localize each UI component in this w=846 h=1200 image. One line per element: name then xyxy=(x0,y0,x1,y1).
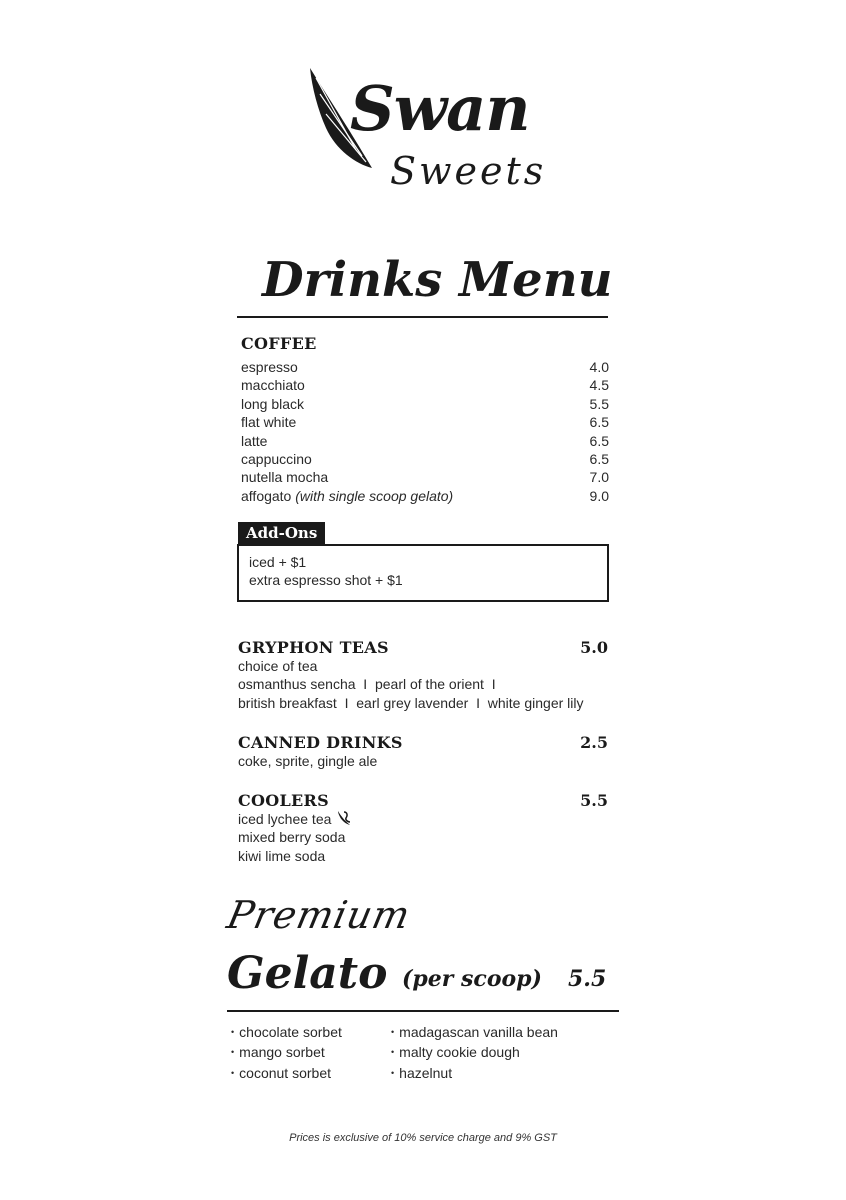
teas-line: choice of tea xyxy=(238,658,318,674)
swan-icon xyxy=(337,810,351,826)
brand-tagline: Sweets xyxy=(390,149,547,193)
coffee-item-name: affogato xyxy=(241,487,296,504)
coffee-item xyxy=(241,358,609,376)
coolers-line: mixed berry soda xyxy=(238,829,346,846)
coffee-item-price: 4.0 xyxy=(589,359,609,375)
canned-description xyxy=(238,752,377,770)
flavor-item: • hazelnut xyxy=(391,1064,558,1084)
canned-heading: CANNED DRINKS xyxy=(238,733,403,752)
coffee-item xyxy=(241,395,609,413)
addon-item: iced + $1 xyxy=(249,554,307,570)
flavor-item: • chocolate sorbet xyxy=(231,1023,342,1043)
coolers-line xyxy=(238,810,351,828)
coffee-list xyxy=(241,358,609,505)
addons-box xyxy=(237,544,609,602)
canned-line: coke, sprite, gingle ale xyxy=(238,753,378,769)
title-divider xyxy=(237,316,608,318)
coffee-item-price: 9.0 xyxy=(589,487,609,504)
coffee-item-price: 7.0 xyxy=(589,469,609,486)
gelato-note: (per scoop) xyxy=(402,966,542,992)
addons-label: Add-Ons xyxy=(238,522,325,544)
coffee-item-name: cappuccino xyxy=(241,450,312,467)
coffee-item-name: latte xyxy=(241,432,268,449)
teas-description xyxy=(238,657,584,712)
coolers-item-name: iced lychee tea xyxy=(238,811,332,827)
canned-price: 2.5 xyxy=(580,733,608,752)
gelato-title: Gelato xyxy=(227,948,388,999)
coolers-description xyxy=(238,810,351,865)
coolers-heading: COOLERS xyxy=(238,791,330,810)
coffee-item xyxy=(241,487,609,505)
coffee-heading: COFFEE xyxy=(241,334,317,353)
teas-price: 5.0 xyxy=(580,638,608,657)
coffee-item xyxy=(241,468,609,486)
flavor-item: • mango sorbet xyxy=(231,1043,342,1063)
page-title: Drinks Menu xyxy=(262,252,613,308)
gelato-price: 5.5 xyxy=(568,966,607,992)
coffee-item xyxy=(241,432,609,450)
flavor-item: • madagascan vanilla bean xyxy=(391,1023,558,1043)
coffee-item-name: long black xyxy=(241,395,305,412)
coffee-item-price: 6.5 xyxy=(589,432,609,449)
footer-note: Prices is exclusive of 10% service charge and 9% GST xyxy=(289,1132,557,1144)
coffee-item-price: 6.5 xyxy=(589,414,609,431)
coffee-item-note: (with single scoop gelato) xyxy=(295,487,454,504)
coffee-item-name: nutella mocha xyxy=(241,469,329,486)
teas-line: british breakfast I earl grey lavender I white ginger lily xyxy=(238,694,584,711)
premium-label: Premium xyxy=(223,893,415,937)
coffee-item-price: 6.5 xyxy=(589,450,609,467)
gelato-divider xyxy=(227,1010,619,1012)
flavor-item: • malty cookie dough xyxy=(391,1043,558,1063)
gelato-flavors-right xyxy=(391,1023,558,1084)
teas-line: osmanthus sencha I pearl of the orient I xyxy=(238,676,496,693)
coffee-item-price: 5.5 xyxy=(589,395,609,412)
gelato-flavors-left xyxy=(231,1023,342,1084)
addon-item: extra espresso shot + $1 xyxy=(249,572,403,589)
coffee-item-name: flat white xyxy=(241,414,297,431)
coffee-item xyxy=(241,413,609,431)
flavor-item: • coconut sorbet xyxy=(231,1064,342,1084)
coffee-item xyxy=(241,376,609,394)
teas-heading: GRYPHON TEAS xyxy=(238,638,389,657)
coffee-item xyxy=(241,450,609,468)
coffee-item-price: 4.5 xyxy=(589,377,609,394)
coffee-item-name: espresso xyxy=(241,359,298,375)
coolers-price: 5.5 xyxy=(580,791,608,810)
brand-logo xyxy=(300,60,550,220)
coolers-line: kiwi lime soda xyxy=(238,847,326,864)
coffee-item-name: macchiato xyxy=(241,377,305,394)
brand-name: Swan xyxy=(350,72,530,145)
